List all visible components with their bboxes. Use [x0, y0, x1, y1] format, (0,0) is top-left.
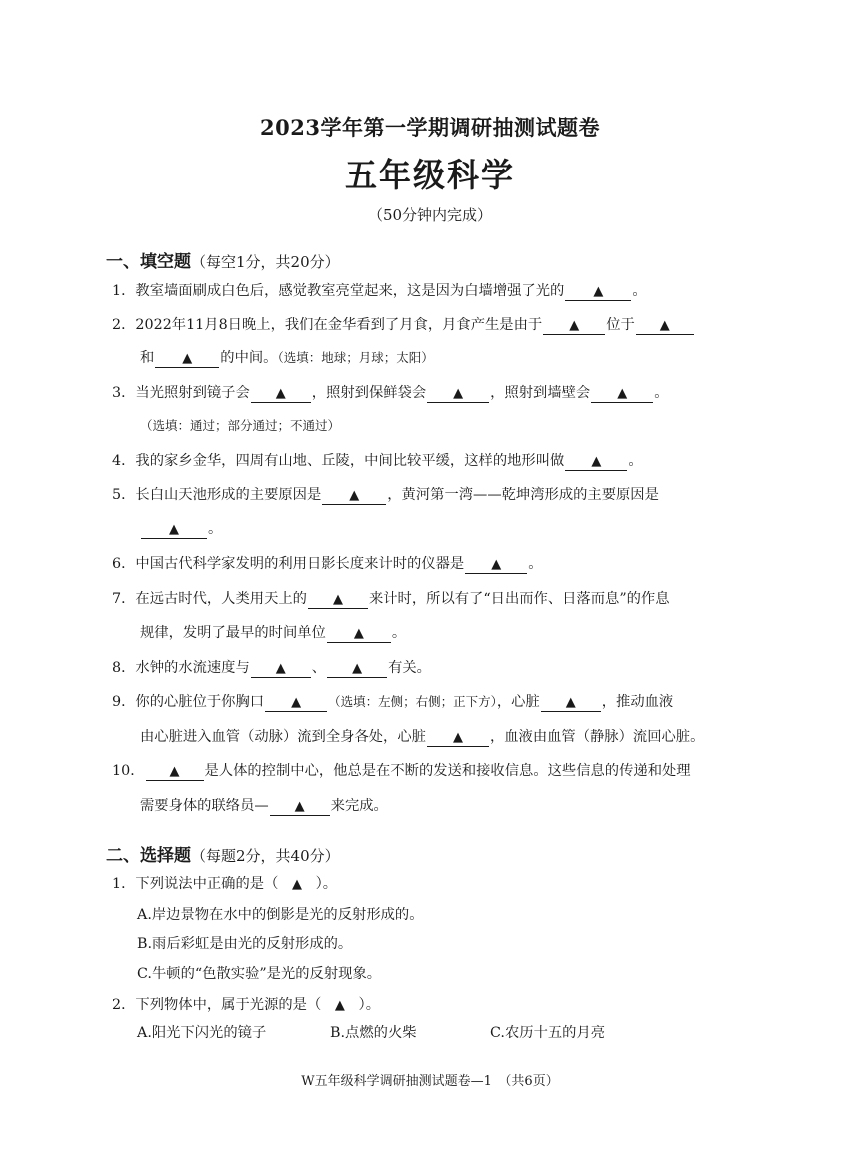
- fill-question-1: 1．教室墙面刷成白色后，感觉教室亮堂起来，这是因为白墙增强了光的 ▲ 。: [112, 283, 647, 299]
- fill-question-9: 9．你的心脏位于你胸口 ▲ （选填：左侧；右侧；正下方），心脏 ▲ ，推动血液: [112, 694, 674, 710]
- choice-2-option-a: A.阳光下闪光的镜子: [137, 1025, 267, 1041]
- fill-question-10-cont: 需要身体的联络员— ▲ 来完成。: [140, 798, 388, 814]
- fill-question-7-cont: 规律，发明了最早的时间单位 ▲ 。: [140, 625, 407, 641]
- fill-question-2: 2．2022年11月8日晚上，我们在金华看到了月食，月食产生是由于 ▲ 位于 ▲: [112, 315, 695, 335]
- fill-question-4: 4．我的家乡金华，四周有山地、丘陵，中间比较平缓，这样的地形叫做 ▲ 。: [112, 453, 643, 469]
- fill-question-5-cont: ▲ 。: [140, 519, 222, 539]
- choice-2-option-b: B.点燃的火柴: [330, 1025, 417, 1041]
- fill-question-5: 5．长白山天池形成的主要原因是 ▲ ，黄河第一湾——乾坤湾形成的主要原因是: [112, 487, 659, 503]
- fill-question-6: 6．中国古代科学家发明的利用日影长度来计时的仪器是 ▲ 。: [112, 556, 543, 572]
- section-1-heading: 一、填空题（每空1分，共20分）: [106, 252, 340, 272]
- choice-1-option-a: A.岸边景物在水中的倒影是光的反射形成的。: [137, 907, 424, 923]
- exam-time-limit: （50分钟内完成）: [367, 206, 493, 224]
- choice-question-1: 1．下列说法中正确的是（ ▲ ）。: [112, 876, 338, 892]
- choice-1-option-c: C.牛顿的“色散实验”是光的反射现象。: [137, 966, 382, 982]
- choice-question-2: 2．下列物体中，属于光源的是（ ▲ ）。: [112, 997, 380, 1013]
- fill-question-7: 7．在远古时代，人类用天上的 ▲ 来计时，所以有了“日出而作、日落而息”的作息: [112, 591, 670, 607]
- section-2-heading: 二、选择题（每题2分，共40分）: [106, 846, 340, 866]
- fill-question-3: 3．当光照射到镜子会 ▲ ，照射到保鲜袋会 ▲ ，照射到墙壁会 ▲ 。: [112, 385, 669, 401]
- fill-question-10: 10． ▲ 是人体的控制中心，他总是在不断的发送和接收信息。这些信息的传递和处理: [112, 763, 691, 779]
- page-footer: W五年级科学调研抽测试题卷—1 （共6页）: [301, 1074, 559, 1089]
- fill-question-3-options: （选填：通过；部分通过；不通过）: [140, 418, 341, 433]
- exam-title-year: 2023学年第一学期调研抽测试题卷: [260, 115, 600, 140]
- exam-title-subject: 五年级科学: [344, 156, 515, 194]
- choice-1-option-b: B.雨后彩虹是由光的反射形成的。: [137, 936, 353, 952]
- fill-question-9-cont: 由心脏进入血管（动脉）流到全身各处，心脏 ▲ ，血液由血管（静脉）流回心脏。: [140, 729, 705, 745]
- choice-2-option-c: C.农历十五的月亮: [490, 1025, 606, 1041]
- fill-question-8: 8．水钟的水流速度与 ▲ 、 ▲ 有关。: [112, 660, 431, 676]
- fill-question-2-cont: 和 ▲ 的中间。（选填：地球；月球；太阳）: [140, 350, 434, 366]
